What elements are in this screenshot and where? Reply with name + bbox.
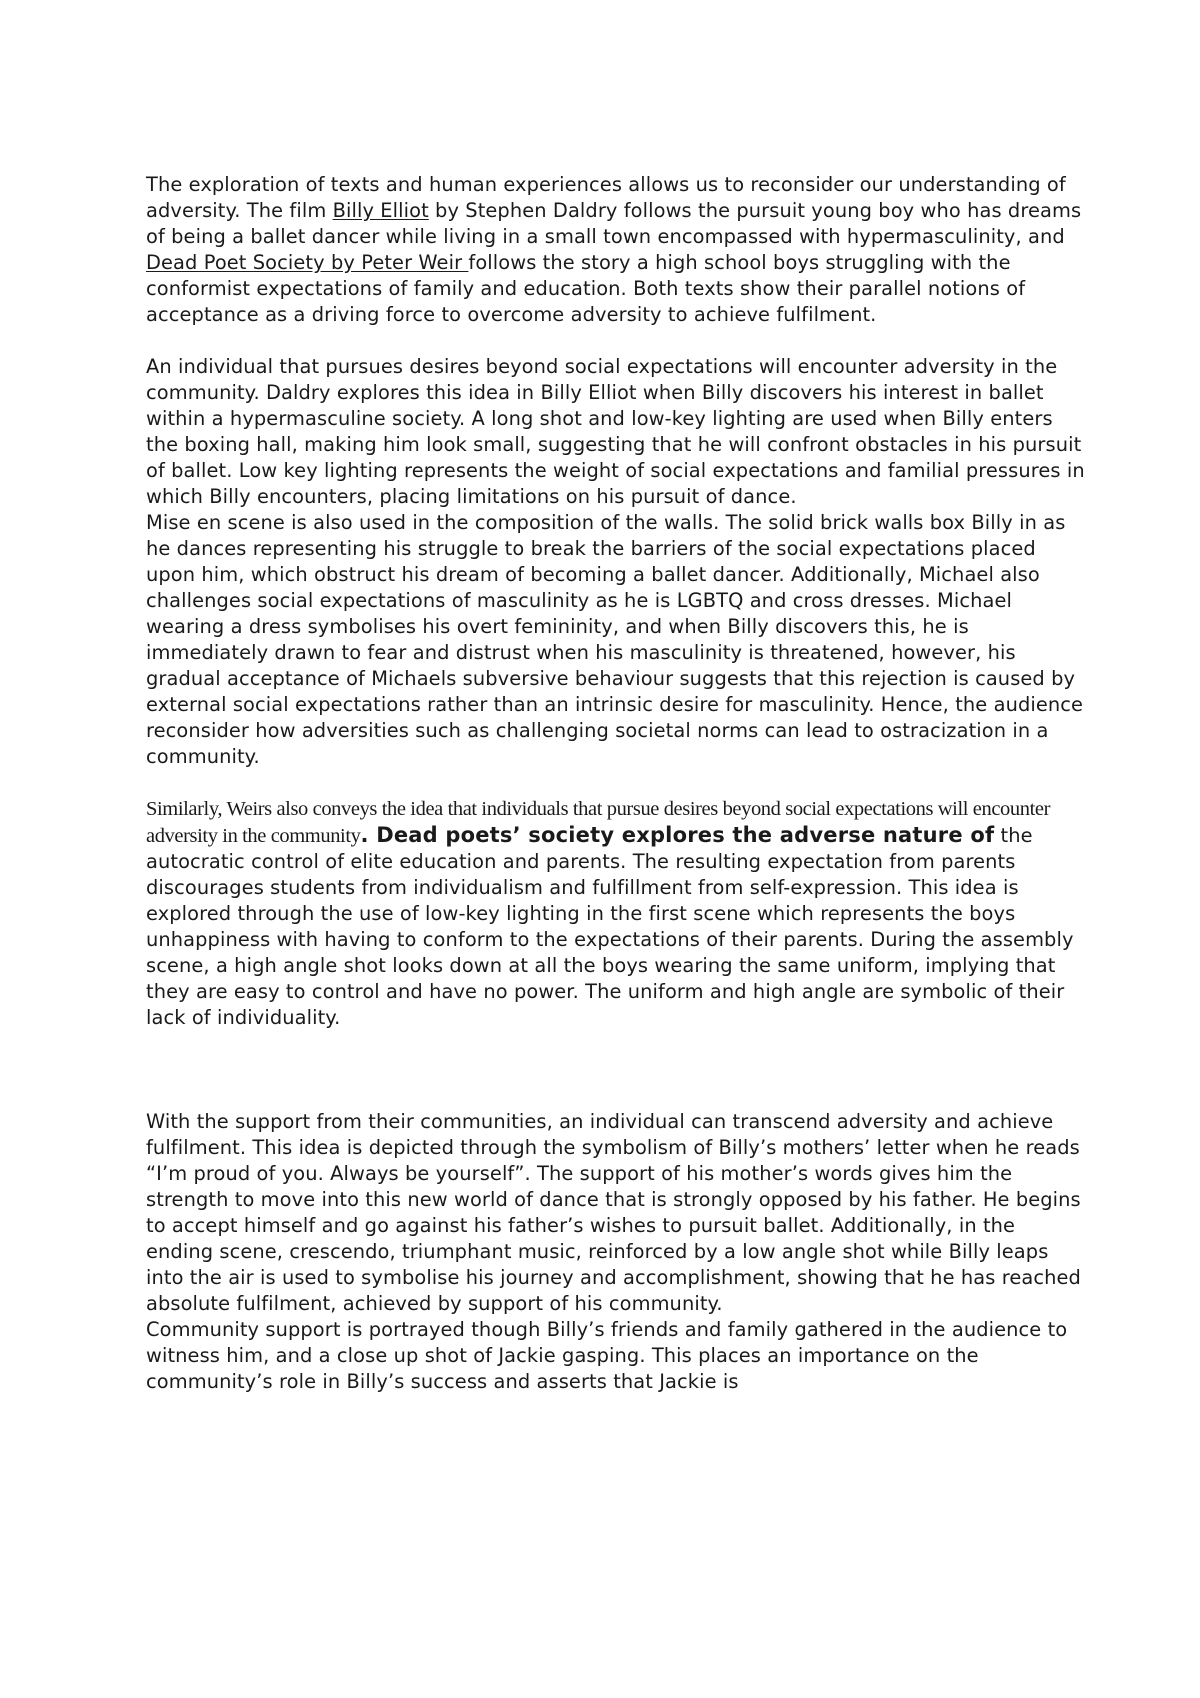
billy-elliot-title: Billy Elliot	[332, 199, 429, 222]
dead-poets-bold-text: . Dead poets’ society explores the adverse nature of	[360, 823, 995, 847]
body-paragraph-billy-adversity: An individual that pursues desires beyond social expectations will encounter adversity in the community. Daldry explores this idea in Billy Elliot when Billy discovers his interest in ballet within a hypermasculine society. A long shot and low-key lighting are used when Billy enters the boxing hall, making him look small, suggesting that he will confront obstacles in his pursuit of ballet. Low key lighting represents the weight of social expectations and familial pressures in which Billy encounters, placing limitations on his pursuit of dance.	[146, 355, 1085, 508]
paragraph-gap-large	[146, 1031, 1086, 1109]
body-paragraph-community-support: With the support from their communities, an individual can transcend adversity and achieve fulfilment. This idea is depicted through the symbolism of Billy’s mothers’ letter when he reads “I’m proud of you. Always be yourself”. The support of his mother’s words gives him the strength to move into this new world of dance that is strongly opposed by his father. He begins to accept himself and go against his father’s wishes to pursuit ballet. Additionally, in the ending scene, crescendo, triumphant music, reinforced by a low angle shot while Billy leaps into the air is used to symbolise his journey and accomplishment, showing that he has reached absolute fulfilment, achieved by support of his community.	[146, 1110, 1081, 1315]
intro-text-a: The exploration of texts and human experiences allows us to reconsider our understanding of adversity. The film	[146, 173, 1066, 222]
paragraph-gap	[146, 770, 1086, 796]
intro-text-b: by Stephen Daldry follows the pursuit young boy who has dreams of being a ballet dancer while living in a small town encompassed with hypermasculinity, and	[146, 199, 1082, 248]
intro-text-c: follows the story a high school boys struggling with the conformist expectations of family and education. Both texts show their parallel notions of acceptance as a driving force to overcome adversity to achieve fulfilment.	[146, 251, 1026, 326]
document-body	[146, 172, 1086, 1395]
dead-poet-society-title: Dead Poet Society by Peter Weir	[146, 251, 469, 274]
body-paragraph-mise-en-scene: Mise en scene is also used in the composition of the walls. The solid brick walls box Billy in as he dances representing his struggle to break the barriers of the social expectations placed upon him, which obstruct his dream of becoming a ballet dancer. Additionally, Michael also challenges social expectations of masculinity as he is LGBTQ and cross dresses. Michael wearing a dress symbolises his overt femininity, and when Billy discovers this, he is immediately drawn to fear and distrust when his masculinity is threatened, however, his gradual acceptance of Michaels subversive behaviour suggests that this rejection is caused by external social expectations rather than an intrinsic desire for masculinity. Hence, the audience reconsider how adversities such as challenging societal norms can lead to ostracization in a community.	[146, 511, 1084, 768]
dead-poets-rest-text: the autocratic control of elite education and parents. The resulting expectation from parents discourages students from individualism and fulfillment from self-expression. This idea is explored through the use of low-key lighting in the first scene which represents the boys unhappiness with having to conform to the expectations of their parents. During the assembly scene, a high angle shot looks down at all the boys wearing the same uniform, implying that they are easy to control and have no power. The uniform and high angle are symbolic of their lack of individuality.	[146, 824, 1074, 1029]
body-paragraph-dead-poets	[146, 796, 1086, 1031]
paragraph-gap	[146, 328, 1086, 354]
intro-paragraph	[146, 172, 1086, 328]
dead-poets-serif-text: Similarly, Weirs also conveys the idea that individuals that pursue desires beyond social expectations will encounter adversity in the community	[146, 798, 1050, 847]
body-paragraph-community-portrayal: Community support is portrayed though Billy’s friends and family gathered in the audience to witness him, and a close up shot of Jackie gasping. This places an importance on the community’s role in Billy’s success and asserts that Jackie is	[146, 1318, 1068, 1393]
